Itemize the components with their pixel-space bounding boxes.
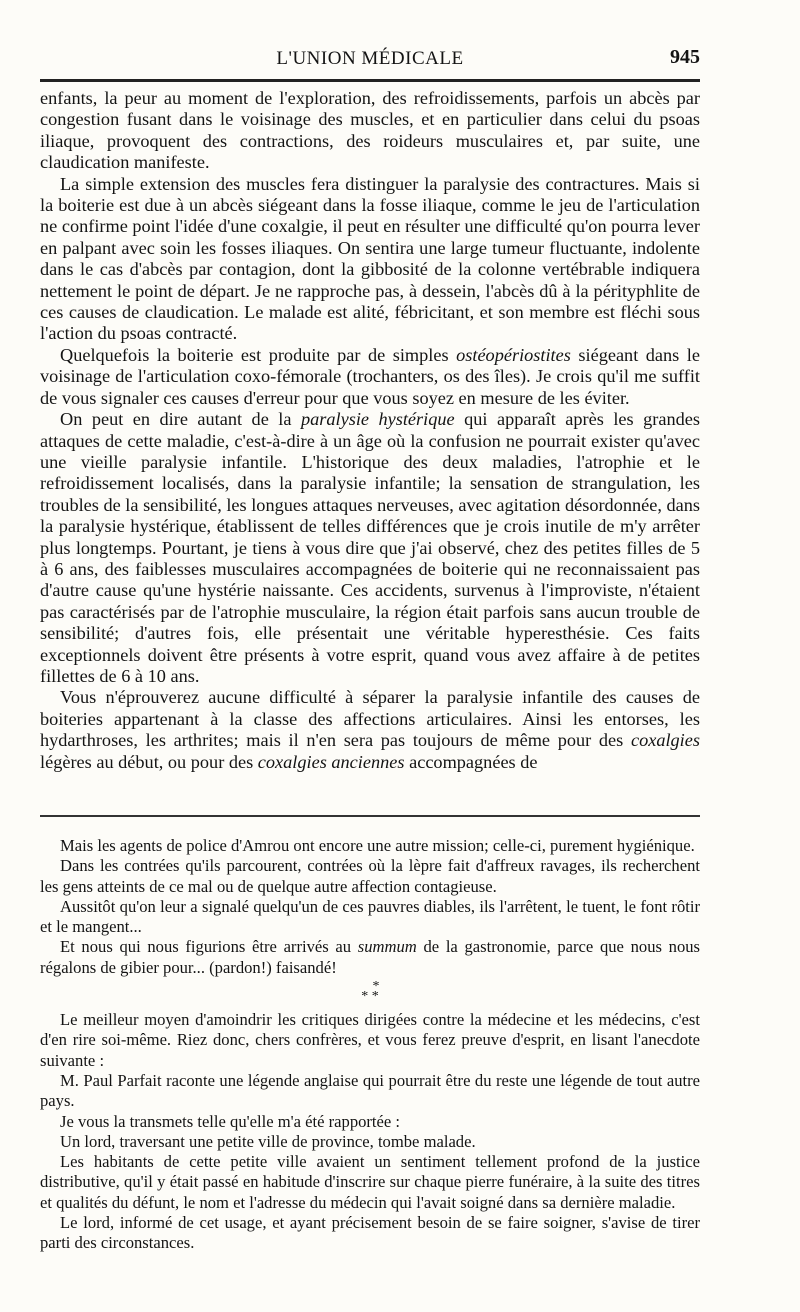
text-run: Quelquefois la boiterie est produite par de simples: [60, 344, 457, 365]
paragraph: [40, 345, 700, 409]
feuilleton-text: [40, 836, 700, 1254]
italic-term: paralysie hystérique: [300, 409, 455, 430]
text-run: légères au début, ou pour des: [40, 751, 258, 772]
paragraph: enfants, la peur au moment de l'exploration, des refroidissements, parfois un abcès par congestion fusant dans le voisinage des muscles, et en particulier dans celui du psoas iliaque, provoquent des contractions, des roideurs musculaires et, par suite, une claudication manifeste.: [40, 88, 700, 173]
text-run: siégeant dans le voisinage de l'articulation coxo-fémorale (trochanters, os des îles). Je crois qu'il me suffit de vous signaler ces causes d'erreur pour que vous soyez en mesure de les éviter.: [40, 344, 700, 408]
paragraph: La simple extension des muscles fera distinguer la paralysie des contractures. Mais si la boiterie est due à un abcès siégeant dans la fosse iliaque, comme le jeu de l'articulation ne confirme point l'idée d'une coxalgie, il peut en résulter une difficulté qu'on pourra lever en palpant avec soin les fosses iliaques. On sentira une large tumeur fluctuante, indolente dans le cas d'abcès par contagion, dont la gibbosité de la colonne vertébrable indiquera nettement le point de départ. Je ne rapproche pas, à dessein, l'abcès dû à la pérityphlite de ces causes de claudication. Le malade est alité, fébricitant, et son membre est fléchi sous l'action du psoas contracté.: [40, 173, 700, 344]
paragraph: Les habitants de cette petite ville avaient un sentiment tellement profond de la justice distributive, qu'il y était passé en habitude d'inscrire sur chaque pierre funéraire, à la suite des titres et qualités du défunt, le nom et l'adresse du médecin qui l'avait soigné dans sa dernière maladie.: [40, 1152, 700, 1212]
page-header: [40, 46, 700, 74]
paragraph: Le meilleur moyen d'amoindrir les critiques dirigées contre la médecine et les médecins, c'est d'en rire soi-même. Riez donc, chers confrères, et vous ferez preuve d'esprit, en lisant l'anecdote suivante :: [40, 1010, 700, 1070]
paragraph: [40, 687, 700, 773]
feuilleton-rule: [40, 815, 700, 817]
paragraph: Un lord, traversant une petite ville de province, tombe malade.: [60, 1131, 476, 1151]
paragraph: Le lord, informé de cet usage, et ayant précisement besoin de se faire soigner, s'avise de tirer parti des circonstances.: [40, 1213, 700, 1253]
italic-term: summum: [357, 937, 417, 957]
paragraph: [40, 937, 700, 978]
text-run: qui apparaît après les grandes attaques de cette maladie, c'est-à-dire à un âge où la confusion ne pourrait exister qu'avec une vieille paralysie infantile. L'historique des deux maladies, l'atrophie et le refroidissement localisés, dans la paralysie infantile; la sensation de strangulation, les troubles de la sensibilité, les longues attaques nerveuses, avec agitation désordonnée, dans la paralysie hystérique, établissent de telles différences que je crois inutile de m'y arrêter plus longtemps. Pourtant, je tiens à vous dire que j'ai observé, chez des petites filles de 5 à 6 ans, des faiblesses musculaires accompagnées de boiterie qui ne reconnaissaient pas d'autre cause qu'une hystérie naissante. Ces accidents, survenus à l'improviste, n'étaient pas caractérisés par de l'atrophie musculaire, la région était parfois sans aucun trouble de sensibilité; d'autres fois, elle présentait une véritable hyperesthésie. Ces faits exceptionnels doivent être présents à votre esprit, quand vous avez affaire à de petites fillettes de 6 à 10 ans.: [40, 409, 700, 686]
main-text: [40, 88, 700, 773]
paragraph: Dans les contrées qu'ils parcourent, contrées où la lèpre fait d'affreux ravages, ils recherchent les gens atteints de ce mal ou de quelque autre affection contagieuse.: [40, 856, 700, 896]
paragraph: [40, 409, 700, 687]
italic-term: ostéopériostites: [456, 344, 571, 365]
italic-term: coxalgies anciennes: [257, 751, 405, 772]
paragraph: Mais les agents de police d'Amrou ont encore une autre mission; celle-ci, purement hygiénique.: [60, 836, 695, 855]
asterism: * * *: [361, 979, 380, 1005]
text-run: de la gastronomie, parce que nous nous régalons de gibier pour... (pardon!) faisandé!: [40, 937, 700, 977]
italic-term: coxalgies: [630, 730, 700, 751]
page-number: 945: [670, 46, 700, 68]
header-rule: [40, 79, 700, 82]
running-title: L'UNION MÉDICALE: [276, 48, 464, 69]
paragraph: M. Paul Parfait raconte une légende anglaise qui pourrait être du reste une légende de tout autre pays.: [40, 1070, 700, 1111]
text-run: Vous n'éprouverez aucune difficulté à séparer la paralysie infantile des causes de boiteries appartenant à la classe des affections articulaires. Ainsi les entorses, les hydarthroses, les arthrites; mais il n'en sera pas toujours de même pour des: [40, 687, 700, 751]
text-run: On peut en dire autant de la: [60, 409, 301, 430]
text-run: accompagnées de: [404, 751, 538, 772]
paragraph: Aussitôt qu'on leur a signalé quelqu'un de ces pauvres diables, ils l'arrêtent, le tuent, le font rôtir et le mangent...: [40, 896, 700, 937]
paragraph: Je vous la transmets telle qu'elle m'a été rapportée :: [60, 1111, 401, 1131]
text-run: Et nous qui nous figurions être arrivés au: [60, 937, 358, 957]
